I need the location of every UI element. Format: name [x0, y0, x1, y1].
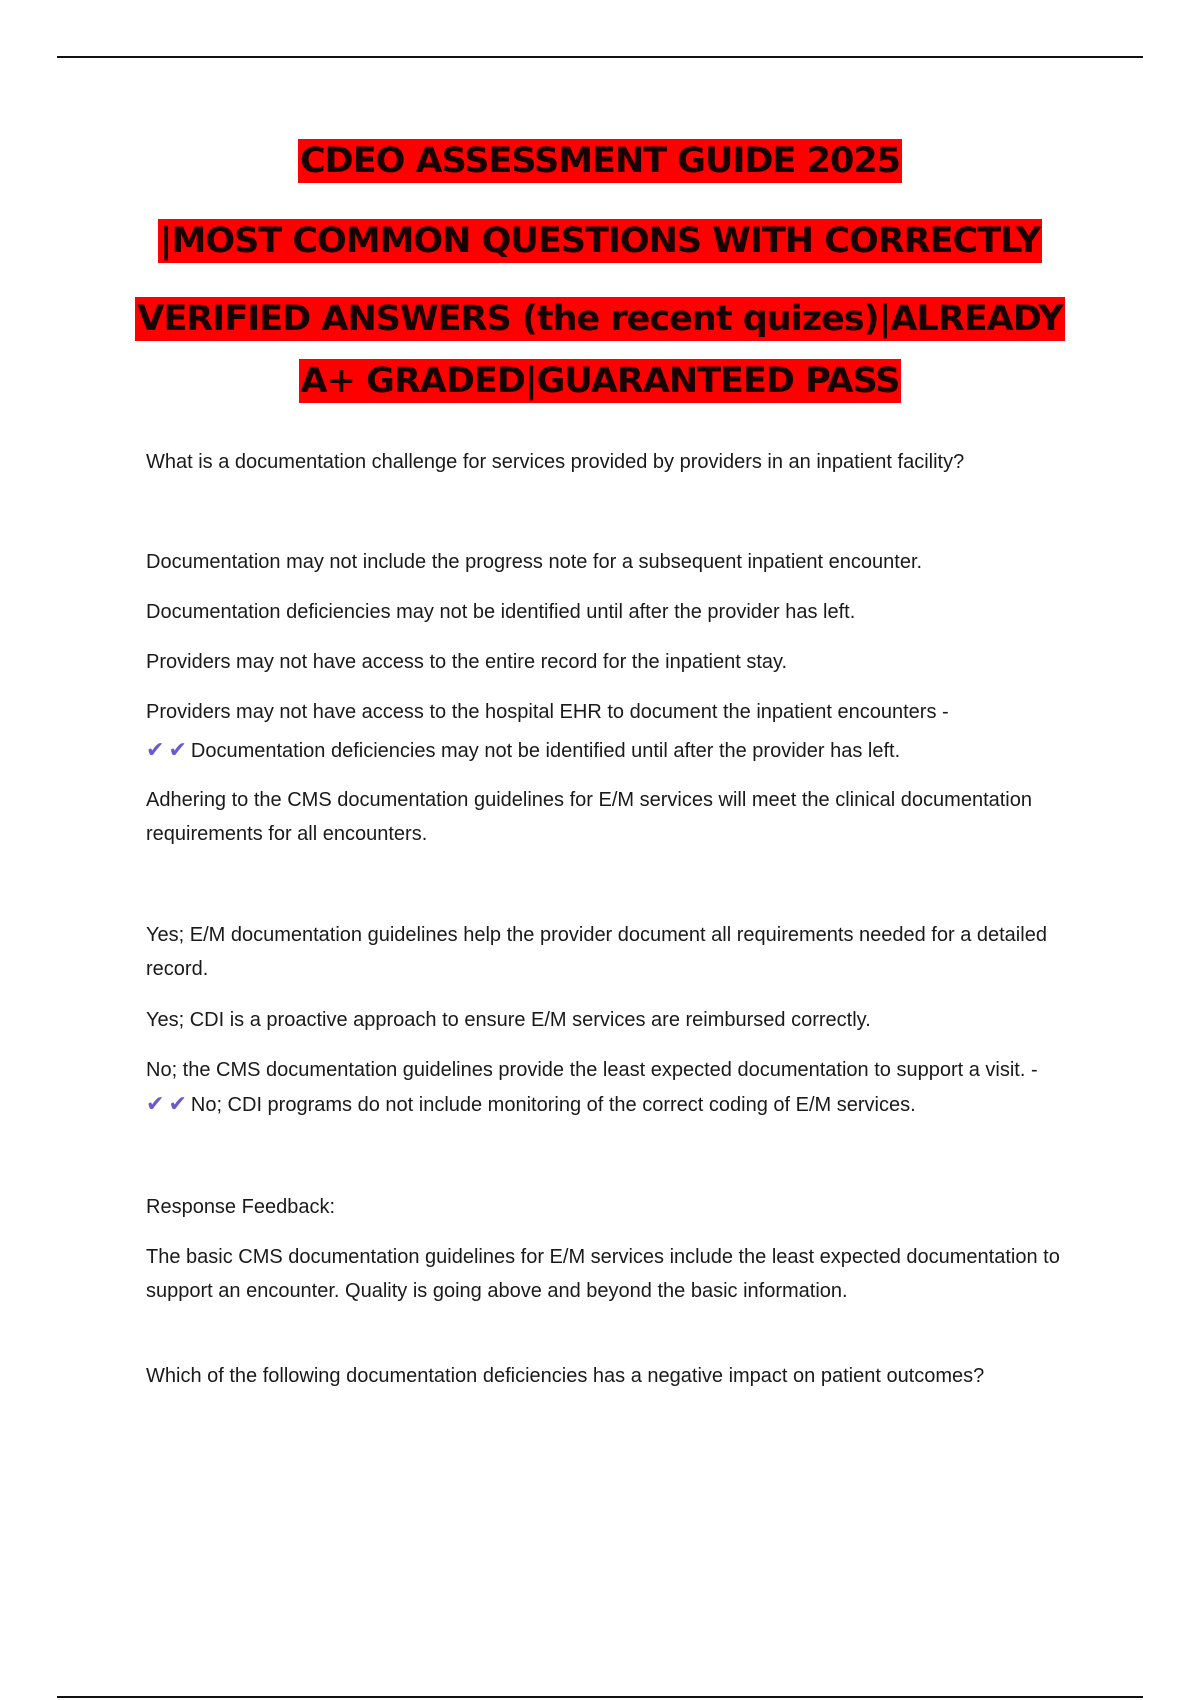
- q2-option-3-line: [146, 1053, 1096, 1122]
- response-feedback-label: Response Feedback:: [146, 1196, 336, 1218]
- title-line-4: A+ GRADED|GUARANTEED PASS: [300, 361, 900, 401]
- question-2: Adhering to the CMS documentation guidelines for E/M services will meet the clinical documentation requirements for all encounters.: [146, 789, 1032, 845]
- q1-option-2: Documentation deficiencies may not be identified until after the provider has left.: [146, 601, 856, 623]
- q1-option-4: Providers may not have access to the hospital EHR to document the inpatient encounters -: [146, 701, 949, 723]
- q2-option-2: Yes; CDI is a proactive approach to ensure E/M services are reimbursed correctly.: [146, 1009, 871, 1031]
- q1-option-1: Documentation may not include the progress note for a subsequent inpatient encounter.: [146, 551, 923, 573]
- checkmark-icon: ✔: [146, 1091, 165, 1116]
- q2-answer: No; CDI programs do not include monitoring of the correct coding of E/M services.: [190, 1094, 916, 1116]
- question-1: What is a documentation challenge for services provided by providers in an inpatient facility?: [146, 451, 965, 473]
- q1-answer-line: [146, 733, 1096, 768]
- q2-option-1: Yes; E/M documentation guidelines help the provider document all requirements needed for a detailed record.: [146, 924, 1047, 980]
- checkmark-icon: ✔: [168, 1091, 187, 1116]
- title-line-3: VERIFIED ANSWERS (the recent quizes)|ALREADY: [137, 299, 1063, 339]
- q2-option-3: No; the CMS documentation guidelines provide the least expected documentation to support a visit. -: [146, 1059, 1038, 1081]
- question-3: Which of the following documentation deficiencies has a negative impact on patient outcomes?: [146, 1365, 985, 1387]
- checkmark-icon: ✔: [168, 737, 187, 762]
- title-line-1: CDEO ASSESSMENT GUIDE 2025: [299, 141, 901, 181]
- bottom-rule: [57, 1696, 1143, 1698]
- title-line-2: |MOST COMMON QUESTIONS WITH CORRECTLY: [159, 221, 1041, 261]
- q1-option-3: Providers may not have access to the entire record for the inpatient stay.: [146, 651, 788, 673]
- checkmark-icon: ✔: [146, 737, 165, 762]
- q1-answer: Documentation deficiencies may not be identified until after the provider has left.: [190, 740, 901, 762]
- top-rule: [57, 56, 1143, 58]
- response-feedback-text: The basic CMS documentation guidelines for E/M services include the least expected documentation to support an encounter. Quality is going above and beyond the basic information.: [146, 1246, 1060, 1302]
